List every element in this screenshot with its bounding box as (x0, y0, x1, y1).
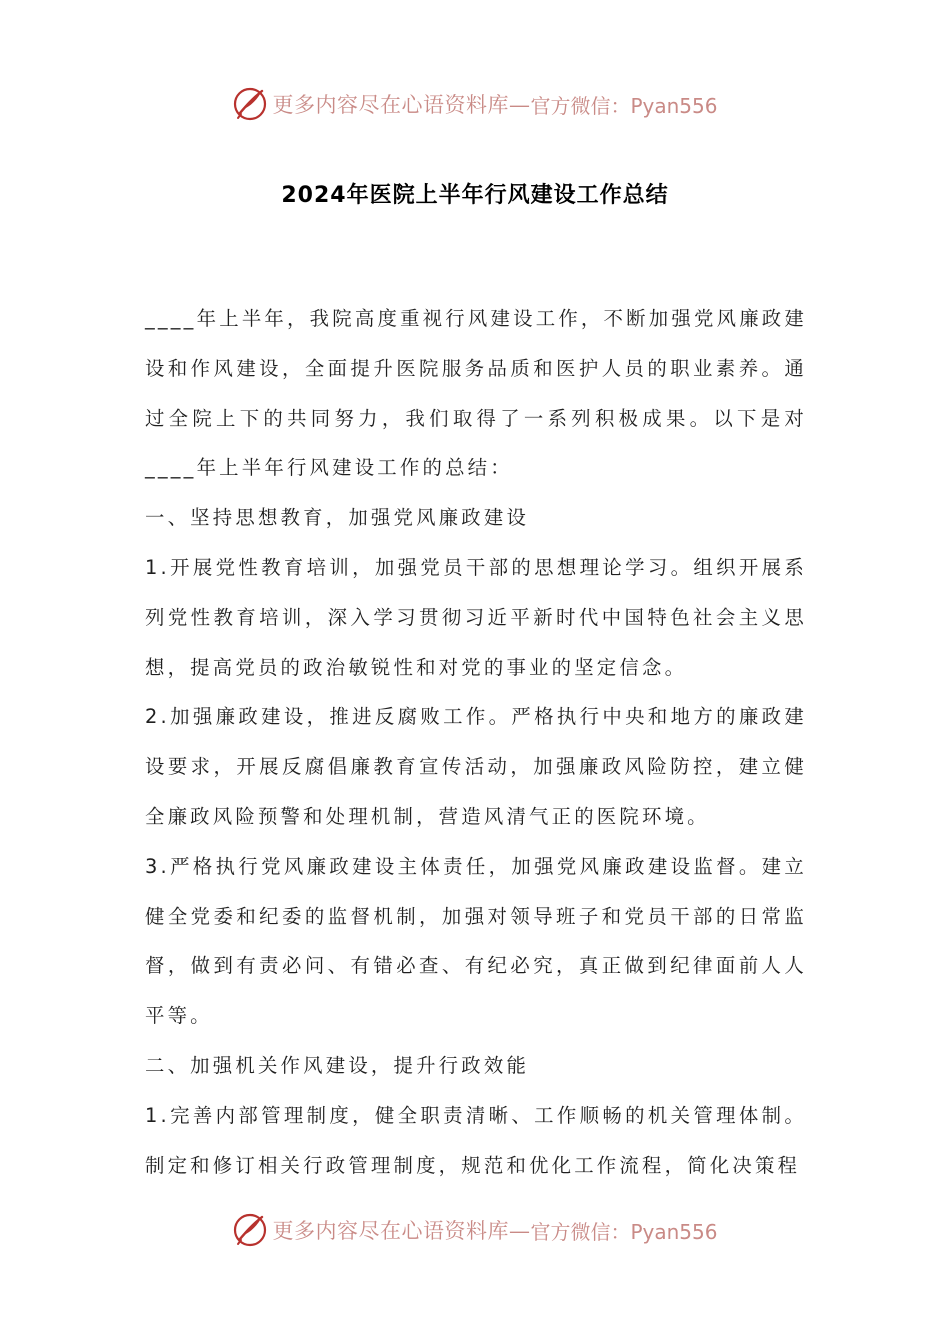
banner-text: 更多内容尽在心语资料库— (272, 93, 531, 117)
document-title: 2024年医院上半年行风建设工作总结 (281, 183, 669, 208)
section-heading-2: 二、加强机关作风建设，提升行政效能 (145, 1053, 530, 1077)
intro-paragraph: ____年上半年，我院高度重视行风建设工作，不断加强党风廉政建设和作风建设，全面提升医院服务品质和医护人员的职业素养。通过全院上下的共同努力，我们取得了一系列积极成果。以下是对____年上半年行风建设工作的总结： (145, 307, 807, 480)
quill-logo-icon (232, 1212, 268, 1248)
footer-banner (0, 1208, 950, 1252)
banner-text: 更多内容尽在心语资料库— (272, 1219, 531, 1243)
paragraph-1-2: 2.加强廉政建设，推进反腐败工作。严格执行中央和地方的廉政建设要求，开展反腐倡廉教育宣传活动，加强廉政风险防控，建立健全廉政风险预警和处理机制，营造风清气正的医院环境。 (145, 705, 807, 828)
paragraph-1-3: 3.严格执行党风廉政建设主体责任，加强党风廉政建设监督。建立健全党委和纪委的监督机制，加强对领导班子和党员干部的日常监督，做到有责必问、有错必查、有纪必究，真正做到纪律面前人人平等。 (145, 854, 807, 1028)
banner-wechat: 官方微信：Pyan556 (530, 1219, 718, 1244)
banner-wechat: 官方微信：Pyan556 (530, 93, 718, 118)
quill-logo-icon (232, 86, 268, 122)
header-banner (0, 82, 950, 126)
document-body (145, 294, 807, 1190)
paragraph-1-1: 1.开展党性教育培训，加强党员干部的思想理论学习。组织开展系列党性教育培训，深入学习贯彻习近平新时代中国特色社会主义思想，提高党员的政治敏锐性和对党的事业的坚定信念。 (145, 555, 807, 679)
section-heading-1: 一、坚持思想教育，加强党风廉政建设 (145, 506, 530, 530)
paragraph-2-1: 1.完善内部管理制度，健全职责清晰、工作顺畅的机关管理体制。制定和修订相关行政管理制度，规范和优化工作流程，简化决策程 (145, 1103, 807, 1177)
